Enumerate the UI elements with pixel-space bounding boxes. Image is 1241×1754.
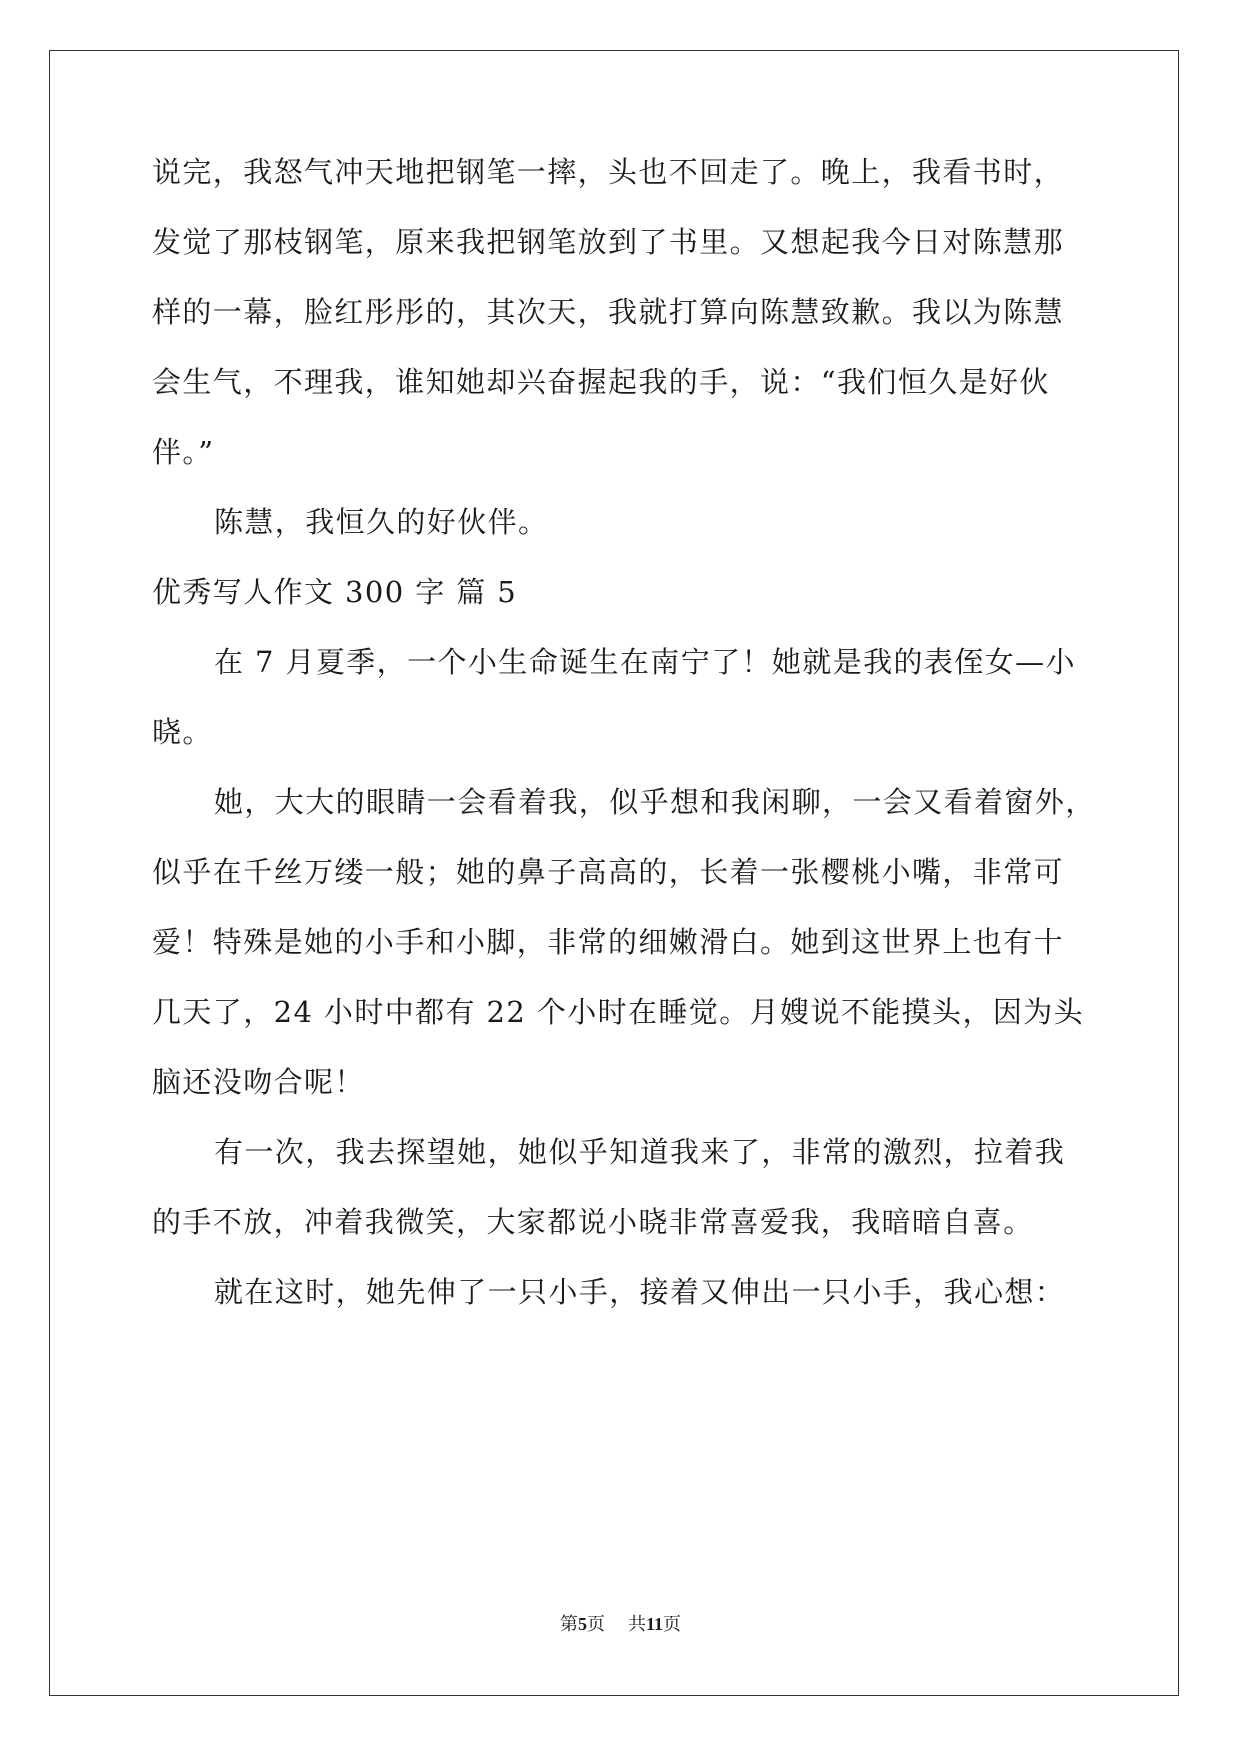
text-line: 爱！特殊是她的小手和小脚，非常的细嫩滑白。她到这世界上也有十 xyxy=(152,925,1065,959)
text-line: 晓。 xyxy=(152,715,213,749)
page-footer xyxy=(0,1612,1241,1637)
text-line: 脑还没吻合呢！ xyxy=(152,1065,365,1099)
paragraph-line: 在 7 月夏季，一个小生命诞生在南宁了！她就是我的表侄女—小 xyxy=(214,645,1076,679)
text-line: 样的一幕，脸红彤彤的，其次天，我就打算向陈慧致歉。我以为陈慧 xyxy=(152,295,1065,329)
footer-page-unit: 页 xyxy=(587,1614,606,1635)
current-page-number: 5 xyxy=(578,1614,588,1634)
text-line: 会生气，不理我，谁知她却兴奋握起我的手，说：“我们恒久是好伙 xyxy=(152,365,1050,399)
paragraph-line: 陈慧，我恒久的好伙伴。 xyxy=(214,505,549,539)
text-line: 几天了，24 小时中都有 22 个小时在睡觉。月嫂说不能摸头，因为头 xyxy=(152,995,1085,1029)
text-line: 似乎在千丝万缕一般；她的鼻子高高的，长着一张樱桃小嘴，非常可 xyxy=(152,855,1065,889)
text-line: 发觉了那枝钢笔，原来我把钢笔放到了书里。又想起我今日对陈慧那 xyxy=(152,225,1065,259)
footer-prefix: 第 xyxy=(560,1614,579,1635)
footer-total-unit: 页 xyxy=(662,1614,681,1635)
paragraph-line: 就在这时，她先伸了一只小手，接着又伸出一只小手，我心想： xyxy=(214,1275,1066,1309)
section-heading: 优秀写人作文 300 字 篇 5 xyxy=(152,575,518,609)
text-line: 的手不放，冲着我微笑，大家都说小晓非常喜爱我，我暗暗自喜。 xyxy=(152,1205,1034,1239)
paragraph-line: 她，大大的眼睛一会看着我，似乎想和我闲聊，一会又看着窗外， xyxy=(214,785,1096,819)
text-line: 伴。” xyxy=(152,435,215,469)
footer-total-prefix: 共 xyxy=(627,1614,646,1635)
total-page-number: 11 xyxy=(645,1614,663,1634)
paragraph-line: 有一次，我去探望她，她似乎知道我来了，非常的激烈，拉着我 xyxy=(214,1135,1066,1169)
text-line: 说完，我怒气冲天地把钢笔一摔，头也不回走了。晚上，我看书时， xyxy=(152,155,1065,189)
